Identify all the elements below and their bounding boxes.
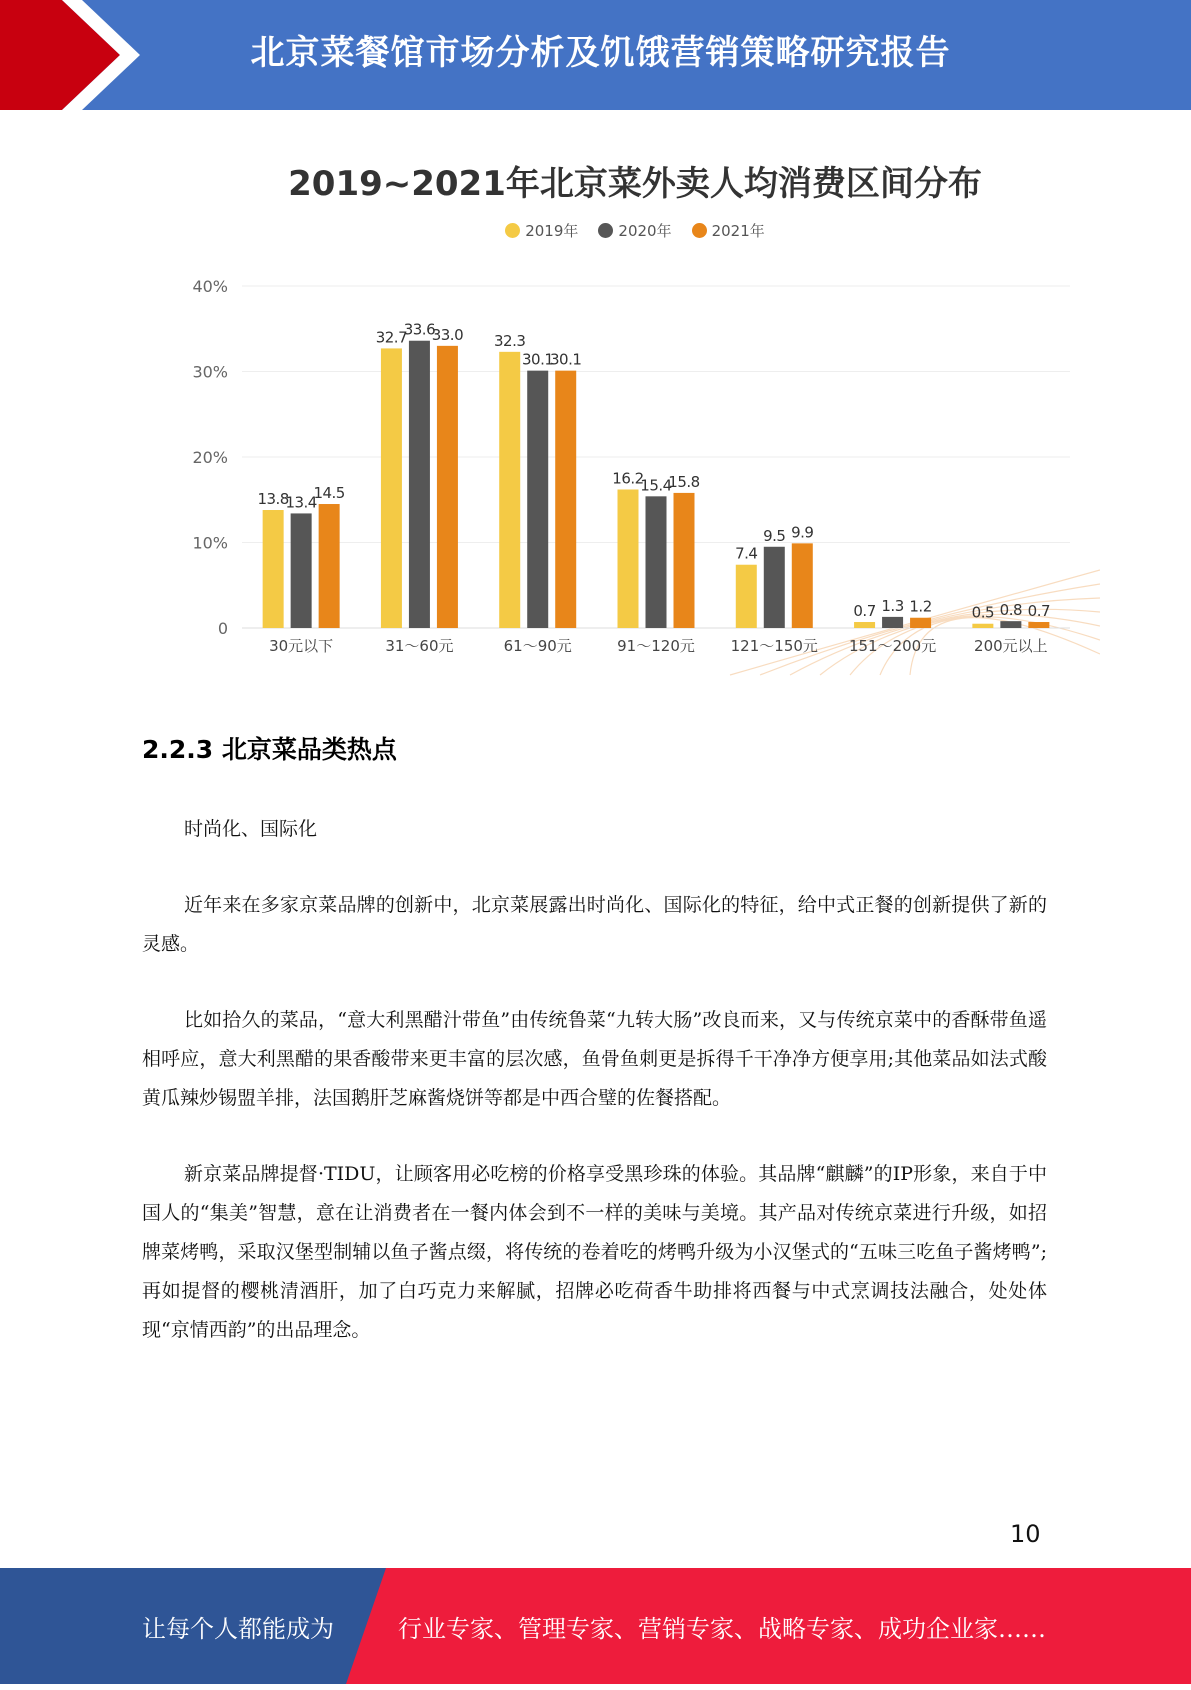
y-tick-label: 40% [192, 277, 228, 296]
data-label: 0.8 [999, 601, 1023, 620]
legend-swatch [598, 223, 613, 238]
paragraph-subtitle: 时尚化、国际化 [184, 818, 318, 840]
data-label: 30.1 [522, 350, 554, 369]
data-label: 32.7 [375, 328, 408, 347]
bar [499, 352, 520, 628]
bar [910, 618, 931, 628]
legend-label: 2021年 [711, 222, 765, 240]
bar [437, 346, 458, 628]
paragraph-intro: 近年来在多家京菜品牌的创新中，北京菜展露出时尚化、国际化的特征，给中式正餐的创新提供了新的灵感。 [142, 894, 1047, 955]
y-tick-label: 20% [192, 448, 228, 467]
legend-label: 2020年 [618, 222, 672, 240]
legend-item [692, 220, 765, 241]
footer-slogan: 让每个人都能成为 [142, 1615, 334, 1643]
data-label: 0.7 [853, 602, 876, 621]
data-label: 15.4 [640, 476, 672, 495]
bar [555, 371, 576, 628]
x-tick-label: 31～60元 [385, 637, 454, 655]
bar [674, 493, 695, 628]
bar [972, 624, 993, 628]
page-header [0, 0, 1191, 110]
bar [291, 513, 312, 628]
data-label: 0.7 [1027, 602, 1051, 621]
header-arrow-decoration [0, 0, 160, 110]
x-tick-label: 121～150元 [730, 637, 818, 655]
data-label: 7.4 [735, 544, 758, 563]
chart-legend [170, 220, 1100, 241]
data-label: 15.8 [668, 472, 700, 491]
bar [527, 371, 548, 628]
bar [882, 617, 903, 628]
data-label: 30.1 [550, 350, 582, 369]
data-label: 32.3 [494, 331, 526, 350]
data-label: 9.9 [791, 523, 814, 542]
data-label: 13.8 [257, 490, 289, 509]
section-heading: 2.2.3 北京菜品类热点 [142, 735, 397, 764]
chart-title: 2019~2021年北京菜外卖人均消费区间分布 [288, 164, 982, 204]
data-label: 33.0 [431, 325, 464, 344]
bar [646, 496, 667, 628]
bar [618, 489, 639, 628]
data-label: 13.4 [285, 493, 317, 512]
x-tick-label: 200元以上 [974, 637, 1048, 655]
page-footer [0, 1568, 1191, 1684]
bar [792, 543, 813, 628]
legend-label: 2019年 [525, 222, 579, 240]
data-label: 0.5 [971, 603, 995, 622]
bar [263, 510, 284, 628]
data-label: 33.6 [403, 320, 436, 339]
consumption-chart [170, 150, 1100, 680]
paragraph-shijiu: 比如拾久的菜品，“意大利黑醋汁带鱼”由传统鲁菜“九转大肠”改良而来，又与传统京菜中的香酥带鱼遥相呼应，意大利黑醋的果香酸带来更丰富的层次感，鱼骨鱼刺更是拆得千干净净方便享用;其他菜品如法式酸黄瓜辣炒锡盟羊排，法国鹅肝芝麻酱烧饼等都是中西合璧的佐餐搭配。 [142, 1009, 1047, 1109]
bar [736, 565, 757, 628]
footer-roles: 行业专家、管理专家、营销专家、战略专家、成功企业家…… [398, 1615, 1046, 1643]
report-title: 北京菜餐馆市场分析及饥饿营销策略研究报告 [250, 33, 951, 73]
bar [381, 348, 402, 628]
x-tick-label: 30元以下 [269, 637, 334, 655]
bar [764, 547, 785, 628]
legend-item [598, 220, 671, 241]
data-label: 1.3 [881, 596, 904, 615]
y-tick-label: 10% [192, 533, 228, 553]
legend-item [505, 220, 578, 241]
paragraph-tidu: 新京菜品牌提督·TIDU，让顾客用必吃榜的价格享受黑珍珠的体验。其品牌“麒麟”的IP形象，来自于中国人的“集美”智慧，意在让消费者在一餐内体会到不一样的美味与美境。其产品对传统京菜进行升级，如招牌菜烤鸭，采取汉堡型制辅以鱼子酱点缀，将传统的卷着吃的烤鸭升级为小汉堡式的“五味三吃鱼子酱烤鸭”;再如提督的樱桃清酒肝，加了白巧克力来解腻，招牌必吃荷香牛助排将西餐与中式烹调技法融合，处处体现“京情西韵”的出品理念。 [142, 1163, 1047, 1341]
x-tick-label: 151～200元 [848, 637, 937, 655]
bar [1000, 621, 1021, 628]
bar [409, 341, 430, 628]
x-tick-label: 61～90元 [503, 637, 572, 655]
data-label: 1.2 [909, 597, 932, 616]
page-number: 10 [1010, 1520, 1041, 1548]
legend-swatch [692, 223, 707, 238]
legend-swatch [505, 223, 520, 238]
bar [854, 622, 875, 628]
bar [319, 504, 340, 628]
bar [1028, 622, 1049, 628]
x-tick-label: 91～120元 [617, 637, 695, 655]
data-label: 16.2 [612, 469, 644, 488]
data-label: 9.5 [763, 526, 786, 545]
y-tick-label: 30% [192, 362, 228, 382]
data-label: 14.5 [313, 484, 345, 503]
y-tick-label: 0 [217, 619, 228, 638]
